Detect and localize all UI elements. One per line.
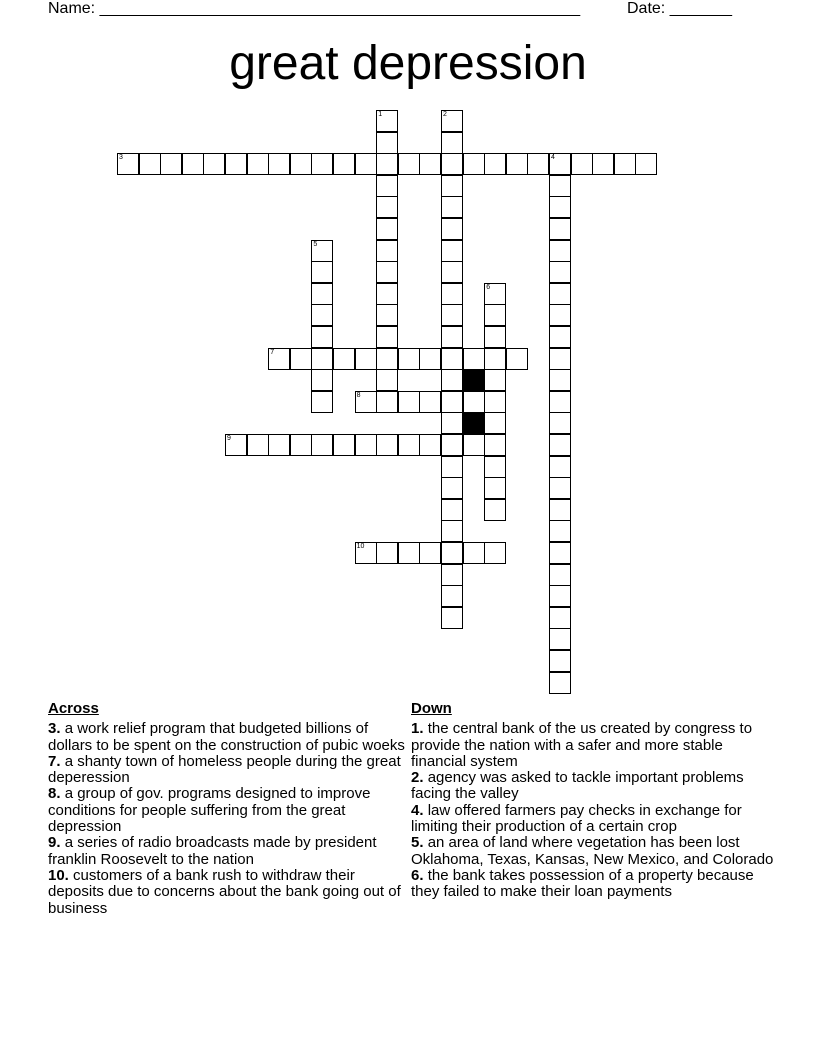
grid-cell[interactable] bbox=[614, 153, 636, 175]
grid-cell[interactable] bbox=[592, 153, 614, 175]
name-field-label: Name: ______________________________________________________ bbox=[48, 0, 581, 17]
grid-cell[interactable] bbox=[225, 153, 247, 175]
grid-cell[interactable] bbox=[311, 240, 333, 262]
grid-cell[interactable] bbox=[549, 564, 571, 586]
grid-cell[interactable] bbox=[376, 391, 398, 413]
grid-cell[interactable] bbox=[549, 391, 571, 413]
cell-number: 8 bbox=[356, 391, 361, 399]
grid-cell[interactable] bbox=[398, 348, 420, 370]
clue-number: 1. bbox=[411, 720, 424, 738]
grid-cell[interactable] bbox=[484, 456, 506, 478]
grid-cell[interactable] bbox=[355, 153, 377, 175]
across-clues bbox=[48, 701, 408, 917]
grid-cell[interactable] bbox=[549, 412, 571, 434]
grid-cell[interactable] bbox=[441, 564, 463, 586]
grid-cell[interactable] bbox=[441, 110, 463, 132]
grid-cell[interactable] bbox=[182, 153, 204, 175]
across-clue bbox=[48, 721, 408, 754]
grid-cell[interactable] bbox=[441, 456, 463, 478]
clue-text: customers of a bank rush to withdraw their deposits due to concerns about the bank going out of business bbox=[48, 866, 401, 917]
grid-cell[interactable] bbox=[355, 434, 377, 456]
grid-cell[interactable] bbox=[484, 499, 506, 521]
grid-cell[interactable] bbox=[549, 283, 571, 305]
clue-number: 4. bbox=[411, 801, 424, 819]
grid-cell[interactable] bbox=[398, 153, 420, 175]
grid-cell[interactable] bbox=[549, 650, 571, 672]
grid-cell[interactable] bbox=[441, 499, 463, 521]
grid-cell[interactable] bbox=[549, 628, 571, 650]
grid-cell[interactable] bbox=[376, 369, 398, 391]
grid-cell[interactable] bbox=[268, 348, 290, 370]
grid-cell[interactable] bbox=[441, 132, 463, 154]
grid-cell[interactable] bbox=[549, 542, 571, 564]
grid-cell[interactable] bbox=[463, 153, 485, 175]
grid-cell[interactable] bbox=[484, 348, 506, 370]
grid-cell[interactable] bbox=[398, 391, 420, 413]
grid-cell[interactable] bbox=[549, 196, 571, 218]
grid-cell[interactable] bbox=[268, 434, 290, 456]
grid-cell[interactable] bbox=[571, 153, 593, 175]
grid-cell[interactable] bbox=[463, 542, 485, 564]
grid-cell[interactable] bbox=[247, 434, 269, 456]
grid-cell[interactable] bbox=[506, 153, 528, 175]
clue-text: the bank takes possession of a property because they failed to make their loan payments bbox=[411, 866, 754, 901]
grid-cell[interactable] bbox=[549, 585, 571, 607]
date-field-label: Date: _______ bbox=[627, 0, 732, 17]
grid-cell[interactable] bbox=[549, 261, 571, 283]
clue-number: 3. bbox=[48, 720, 61, 738]
grid-cell[interactable] bbox=[441, 283, 463, 305]
clue-text: a series of radio broadcasts made by president franklin Roosevelt to the nation bbox=[48, 834, 377, 868]
cell-number: 9 bbox=[227, 435, 231, 442]
down-clue bbox=[411, 721, 781, 770]
across-clue bbox=[48, 754, 408, 787]
grid-cell[interactable] bbox=[549, 607, 571, 629]
clue-number: 9. bbox=[48, 834, 61, 852]
grid-cell[interactable] bbox=[311, 304, 333, 326]
cell-number: 5 bbox=[313, 240, 318, 248]
grid-cell[interactable] bbox=[376, 110, 398, 132]
grid-cell[interactable] bbox=[376, 196, 398, 218]
grid-cell[interactable] bbox=[441, 175, 463, 197]
grid-cell[interactable] bbox=[549, 477, 571, 499]
across-heading: Across bbox=[48, 700, 99, 717]
grid-cell[interactable] bbox=[376, 434, 398, 456]
grid-cell[interactable] bbox=[376, 261, 398, 283]
grid-cell[interactable] bbox=[311, 434, 333, 456]
grid-cell[interactable] bbox=[463, 434, 485, 456]
grid-cell[interactable] bbox=[441, 412, 463, 434]
grid-cell[interactable] bbox=[419, 391, 441, 413]
puzzle-title: great depression bbox=[229, 37, 587, 90]
down-heading: Down bbox=[411, 700, 452, 717]
grid-cell[interactable] bbox=[376, 326, 398, 348]
grid-cell[interactable] bbox=[376, 153, 398, 175]
grid-cell[interactable] bbox=[484, 434, 506, 456]
grid-cell[interactable] bbox=[376, 218, 398, 240]
grid-cell[interactable] bbox=[225, 434, 247, 456]
grid-block bbox=[463, 369, 485, 391]
grid-cell[interactable] bbox=[527, 153, 549, 175]
cell-number: 6 bbox=[486, 283, 491, 291]
grid-cell[interactable] bbox=[355, 348, 377, 370]
grid-cell[interactable] bbox=[549, 369, 571, 391]
grid-cell[interactable] bbox=[441, 240, 463, 262]
grid-cell[interactable] bbox=[441, 520, 463, 542]
grid-cell[interactable] bbox=[441, 477, 463, 499]
grid-cell[interactable] bbox=[311, 153, 333, 175]
grid-cell[interactable] bbox=[463, 348, 485, 370]
grid-cell[interactable] bbox=[484, 412, 506, 434]
grid-cell[interactable] bbox=[484, 369, 506, 391]
down-clue bbox=[411, 868, 781, 901]
grid-cell[interactable] bbox=[290, 153, 312, 175]
grid-cell[interactable] bbox=[549, 240, 571, 262]
grid-cell[interactable] bbox=[290, 348, 312, 370]
grid-cell[interactable] bbox=[441, 434, 463, 456]
grid-cell[interactable] bbox=[549, 672, 571, 694]
grid-cell[interactable] bbox=[441, 369, 463, 391]
cell-number: 3 bbox=[119, 154, 123, 162]
grid-cell[interactable] bbox=[441, 585, 463, 607]
down-clues bbox=[411, 701, 781, 901]
clue-number: 6. bbox=[411, 866, 424, 884]
clue-text: an area of land where vegetation has been lost Oklahoma, Texas, Kansas, New Mexico, and Colorado bbox=[411, 834, 774, 868]
grid-cell[interactable] bbox=[290, 434, 312, 456]
grid-cell[interactable] bbox=[441, 218, 463, 240]
grid-cell[interactable] bbox=[419, 542, 441, 564]
grid-cell[interactable] bbox=[139, 153, 161, 175]
grid-cell[interactable] bbox=[506, 348, 528, 370]
grid-cell[interactable] bbox=[311, 391, 333, 413]
grid-cell[interactable] bbox=[441, 326, 463, 348]
cell-number: 10 bbox=[356, 543, 365, 550]
grid-cell[interactable] bbox=[333, 348, 355, 370]
clue-text: a work relief program that budgeted billions of dollars to be spent on the construction of pubic woeks bbox=[48, 720, 405, 754]
grid-cell[interactable] bbox=[311, 348, 333, 370]
grid-cell[interactable] bbox=[635, 153, 657, 175]
clue-number: 10. bbox=[48, 866, 69, 884]
grid-cell[interactable] bbox=[441, 391, 463, 413]
across-clue bbox=[48, 868, 408, 917]
grid-cell[interactable] bbox=[376, 348, 398, 370]
clue-text: a group of gov. programs designed to improve conditions for people suffering from the great depression bbox=[48, 785, 371, 836]
grid-cell[interactable] bbox=[441, 348, 463, 370]
grid-cell[interactable] bbox=[311, 261, 333, 283]
grid-cell[interactable] bbox=[376, 283, 398, 305]
clue-text: law offered farmers pay checks in exchange for limiting their production of a certain crop bbox=[411, 801, 742, 836]
grid-cell[interactable] bbox=[376, 132, 398, 154]
grid-cell[interactable] bbox=[203, 153, 225, 175]
grid-cell[interactable] bbox=[484, 283, 506, 305]
grid-cell[interactable] bbox=[311, 369, 333, 391]
grid-cell[interactable] bbox=[355, 391, 377, 413]
grid-block bbox=[463, 412, 485, 434]
grid-cell[interactable] bbox=[549, 499, 571, 521]
cell-number: 7 bbox=[270, 348, 275, 356]
grid-cell[interactable] bbox=[398, 434, 420, 456]
grid-cell[interactable] bbox=[549, 218, 571, 240]
grid-cell[interactable] bbox=[333, 153, 355, 175]
down-clue-list bbox=[411, 721, 781, 900]
grid-cell[interactable] bbox=[419, 434, 441, 456]
clue-text: the central bank of the us created by congress to provide the nation with a safer and more stable financial system bbox=[411, 720, 753, 770]
grid-cell[interactable] bbox=[484, 304, 506, 326]
grid-cell[interactable] bbox=[268, 153, 290, 175]
grid-cell[interactable] bbox=[441, 153, 463, 175]
cell-number: 1 bbox=[378, 111, 383, 118]
grid-cell[interactable] bbox=[549, 175, 571, 197]
grid-cell[interactable] bbox=[441, 607, 463, 629]
grid-cell[interactable] bbox=[376, 240, 398, 262]
grid-cell[interactable] bbox=[376, 304, 398, 326]
grid-cell[interactable] bbox=[160, 153, 182, 175]
grid-cell[interactable] bbox=[484, 326, 506, 348]
across-clue bbox=[48, 786, 408, 835]
grid-cell[interactable] bbox=[484, 391, 506, 413]
clue-number: 2. bbox=[411, 769, 424, 787]
grid-cell[interactable] bbox=[376, 542, 398, 564]
clue-number: 5. bbox=[411, 834, 424, 852]
grid-cell[interactable] bbox=[247, 153, 269, 175]
grid-cell[interactable] bbox=[549, 434, 571, 456]
grid-cell[interactable] bbox=[311, 283, 333, 305]
grid-cell[interactable] bbox=[398, 542, 420, 564]
grid-cell[interactable] bbox=[549, 520, 571, 542]
grid-cell[interactable] bbox=[463, 391, 485, 413]
grid-cell[interactable] bbox=[441, 304, 463, 326]
down-clue bbox=[411, 770, 781, 803]
grid-cell[interactable] bbox=[549, 304, 571, 326]
grid-cell[interactable] bbox=[484, 153, 506, 175]
grid-cell[interactable] bbox=[441, 542, 463, 564]
clue-text: a shanty town of homeless people during the great deperession bbox=[48, 752, 401, 787]
across-clue-list bbox=[48, 721, 408, 917]
clue-number: 7. bbox=[48, 752, 61, 770]
grid-cell[interactable] bbox=[549, 326, 571, 348]
clue-text: agency was asked to tackle important problems facing the valley bbox=[411, 769, 744, 803]
grid-cell[interactable] bbox=[549, 456, 571, 478]
grid-cell[interactable] bbox=[441, 196, 463, 218]
grid-cell[interactable] bbox=[419, 153, 441, 175]
grid-cell[interactable] bbox=[311, 326, 333, 348]
grid-cell[interactable] bbox=[484, 542, 506, 564]
down-clue bbox=[411, 835, 781, 868]
cell-number: 2 bbox=[443, 111, 447, 118]
across-clue bbox=[48, 835, 408, 868]
down-clue bbox=[411, 803, 781, 836]
grid-cell[interactable] bbox=[117, 153, 139, 175]
grid-cell[interactable] bbox=[419, 348, 441, 370]
grid-cell[interactable] bbox=[333, 434, 355, 456]
grid-cell[interactable] bbox=[549, 153, 571, 175]
grid-cell[interactable] bbox=[549, 348, 571, 370]
grid-cell[interactable] bbox=[355, 542, 377, 564]
grid-cell[interactable] bbox=[484, 477, 506, 499]
grid-cell[interactable] bbox=[441, 261, 463, 283]
grid-cell[interactable] bbox=[376, 175, 398, 197]
clue-number: 8. bbox=[48, 785, 61, 803]
cell-number: 4 bbox=[551, 154, 555, 162]
